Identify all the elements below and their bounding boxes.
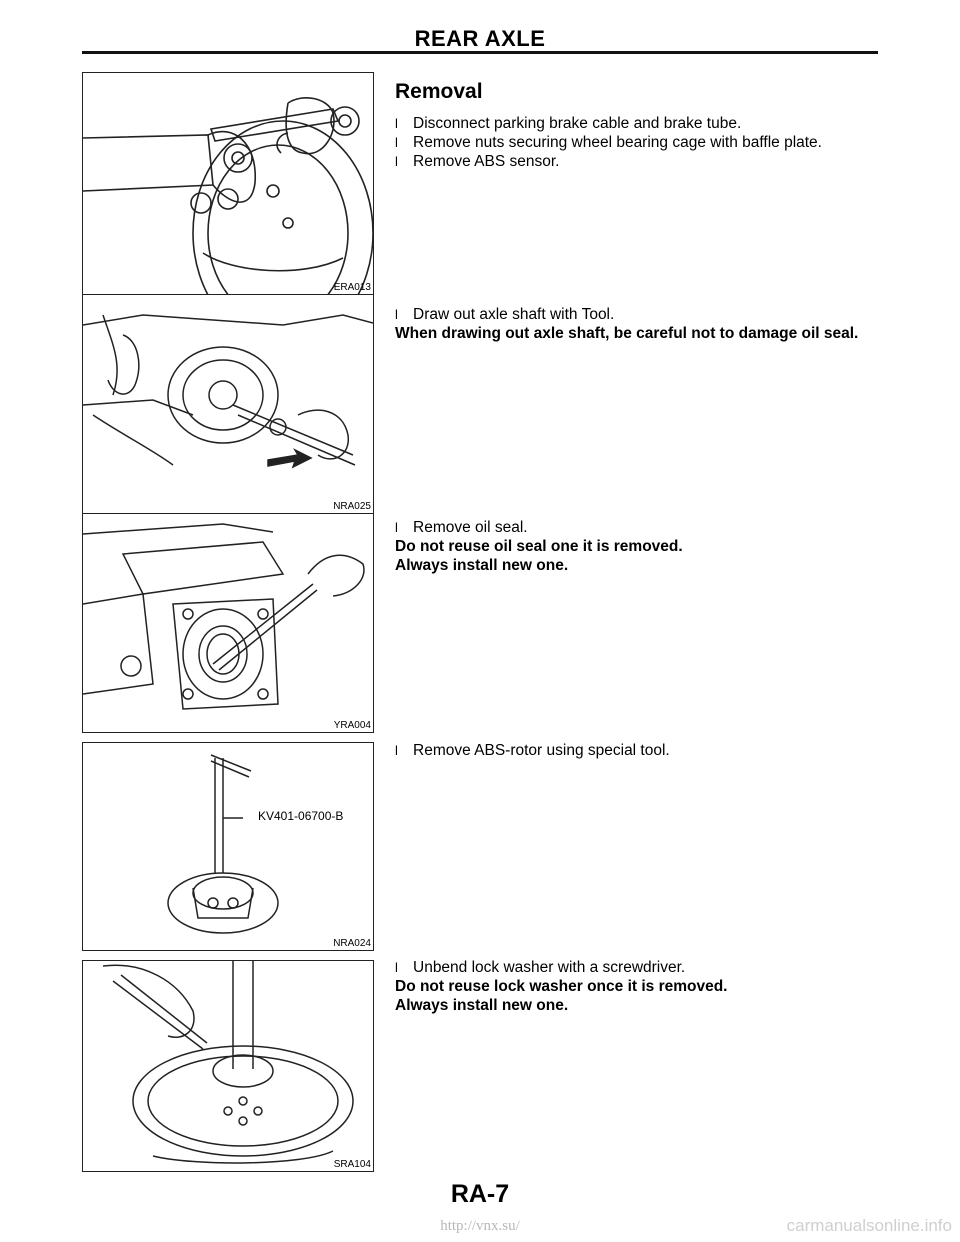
step-3-text — [395, 518, 935, 575]
header-divider — [82, 51, 878, 54]
page-header-title: REAR AXLE — [414, 26, 546, 51]
caution-note: Always install new one. — [395, 997, 569, 1014]
step-2-text — [395, 305, 935, 343]
figure-nra024 — [82, 742, 374, 951]
bullet-icon: l — [395, 520, 398, 535]
bullet-icon: l — [395, 960, 398, 975]
step-1-text — [395, 80, 935, 171]
caution-note: Do not reuse lock washer once it is removed. — [395, 978, 728, 995]
oil-seal-removal-illustration — [83, 514, 373, 732]
figure-code: NRA024 — [333, 938, 371, 949]
section-heading: Removal — [395, 80, 483, 103]
list-item: l Draw out axle shaft with Tool. — [395, 306, 615, 323]
list-item: l Remove ABS-rotor using special tool. — [395, 742, 670, 759]
figure-code: NRA025 — [333, 501, 371, 512]
bullet-icon: l — [395, 307, 398, 322]
page-number: RA-7 — [450, 1180, 510, 1208]
axle-shaft-puller-illustration — [83, 295, 373, 513]
step-4-text — [395, 741, 935, 760]
caution-note: Always install new one. — [395, 557, 569, 574]
bullet-icon: l — [395, 116, 398, 131]
bullet-icon: l — [395, 743, 398, 758]
list-item: l Remove nuts securing wheel bearing cage with baffle plate. — [395, 134, 822, 151]
list-item: l Remove ABS sensor. — [395, 153, 560, 170]
list-item: l Disconnect parking brake cable and brake tube. — [395, 115, 742, 132]
lock-washer-screwdriver-illustration — [83, 961, 373, 1171]
bullet-icon: l — [395, 135, 398, 150]
figure-code: SRA104 — [333, 1159, 371, 1170]
list-item: l Remove oil seal. — [395, 519, 528, 536]
figure-yra004 — [82, 513, 374, 733]
figure-era013 — [82, 72, 374, 295]
caution-note: Do not reuse oil seal one it is removed. — [395, 538, 683, 555]
caution-note: When drawing out axle shaft, be careful not to damage oil seal. — [395, 325, 859, 342]
bullet-icon: l — [395, 154, 398, 169]
figure-code: YRA004 — [333, 720, 371, 731]
figure-code: ERA013 — [333, 282, 371, 293]
step-5-text — [395, 958, 935, 1015]
watermark: carmanualsonline.info — [786, 1216, 952, 1235]
footer-link[interactable]: http://vnx.su/ — [440, 1218, 520, 1234]
figure-nra025 — [82, 294, 374, 514]
axle-wrench-illustration — [83, 73, 373, 294]
abs-rotor-puller-illustration — [83, 743, 373, 950]
list-item: l Unbend lock washer with a screwdriver. — [395, 959, 686, 976]
figure-sra104 — [82, 960, 374, 1172]
tool-callout-label: KV401-06700-B — [258, 809, 344, 823]
